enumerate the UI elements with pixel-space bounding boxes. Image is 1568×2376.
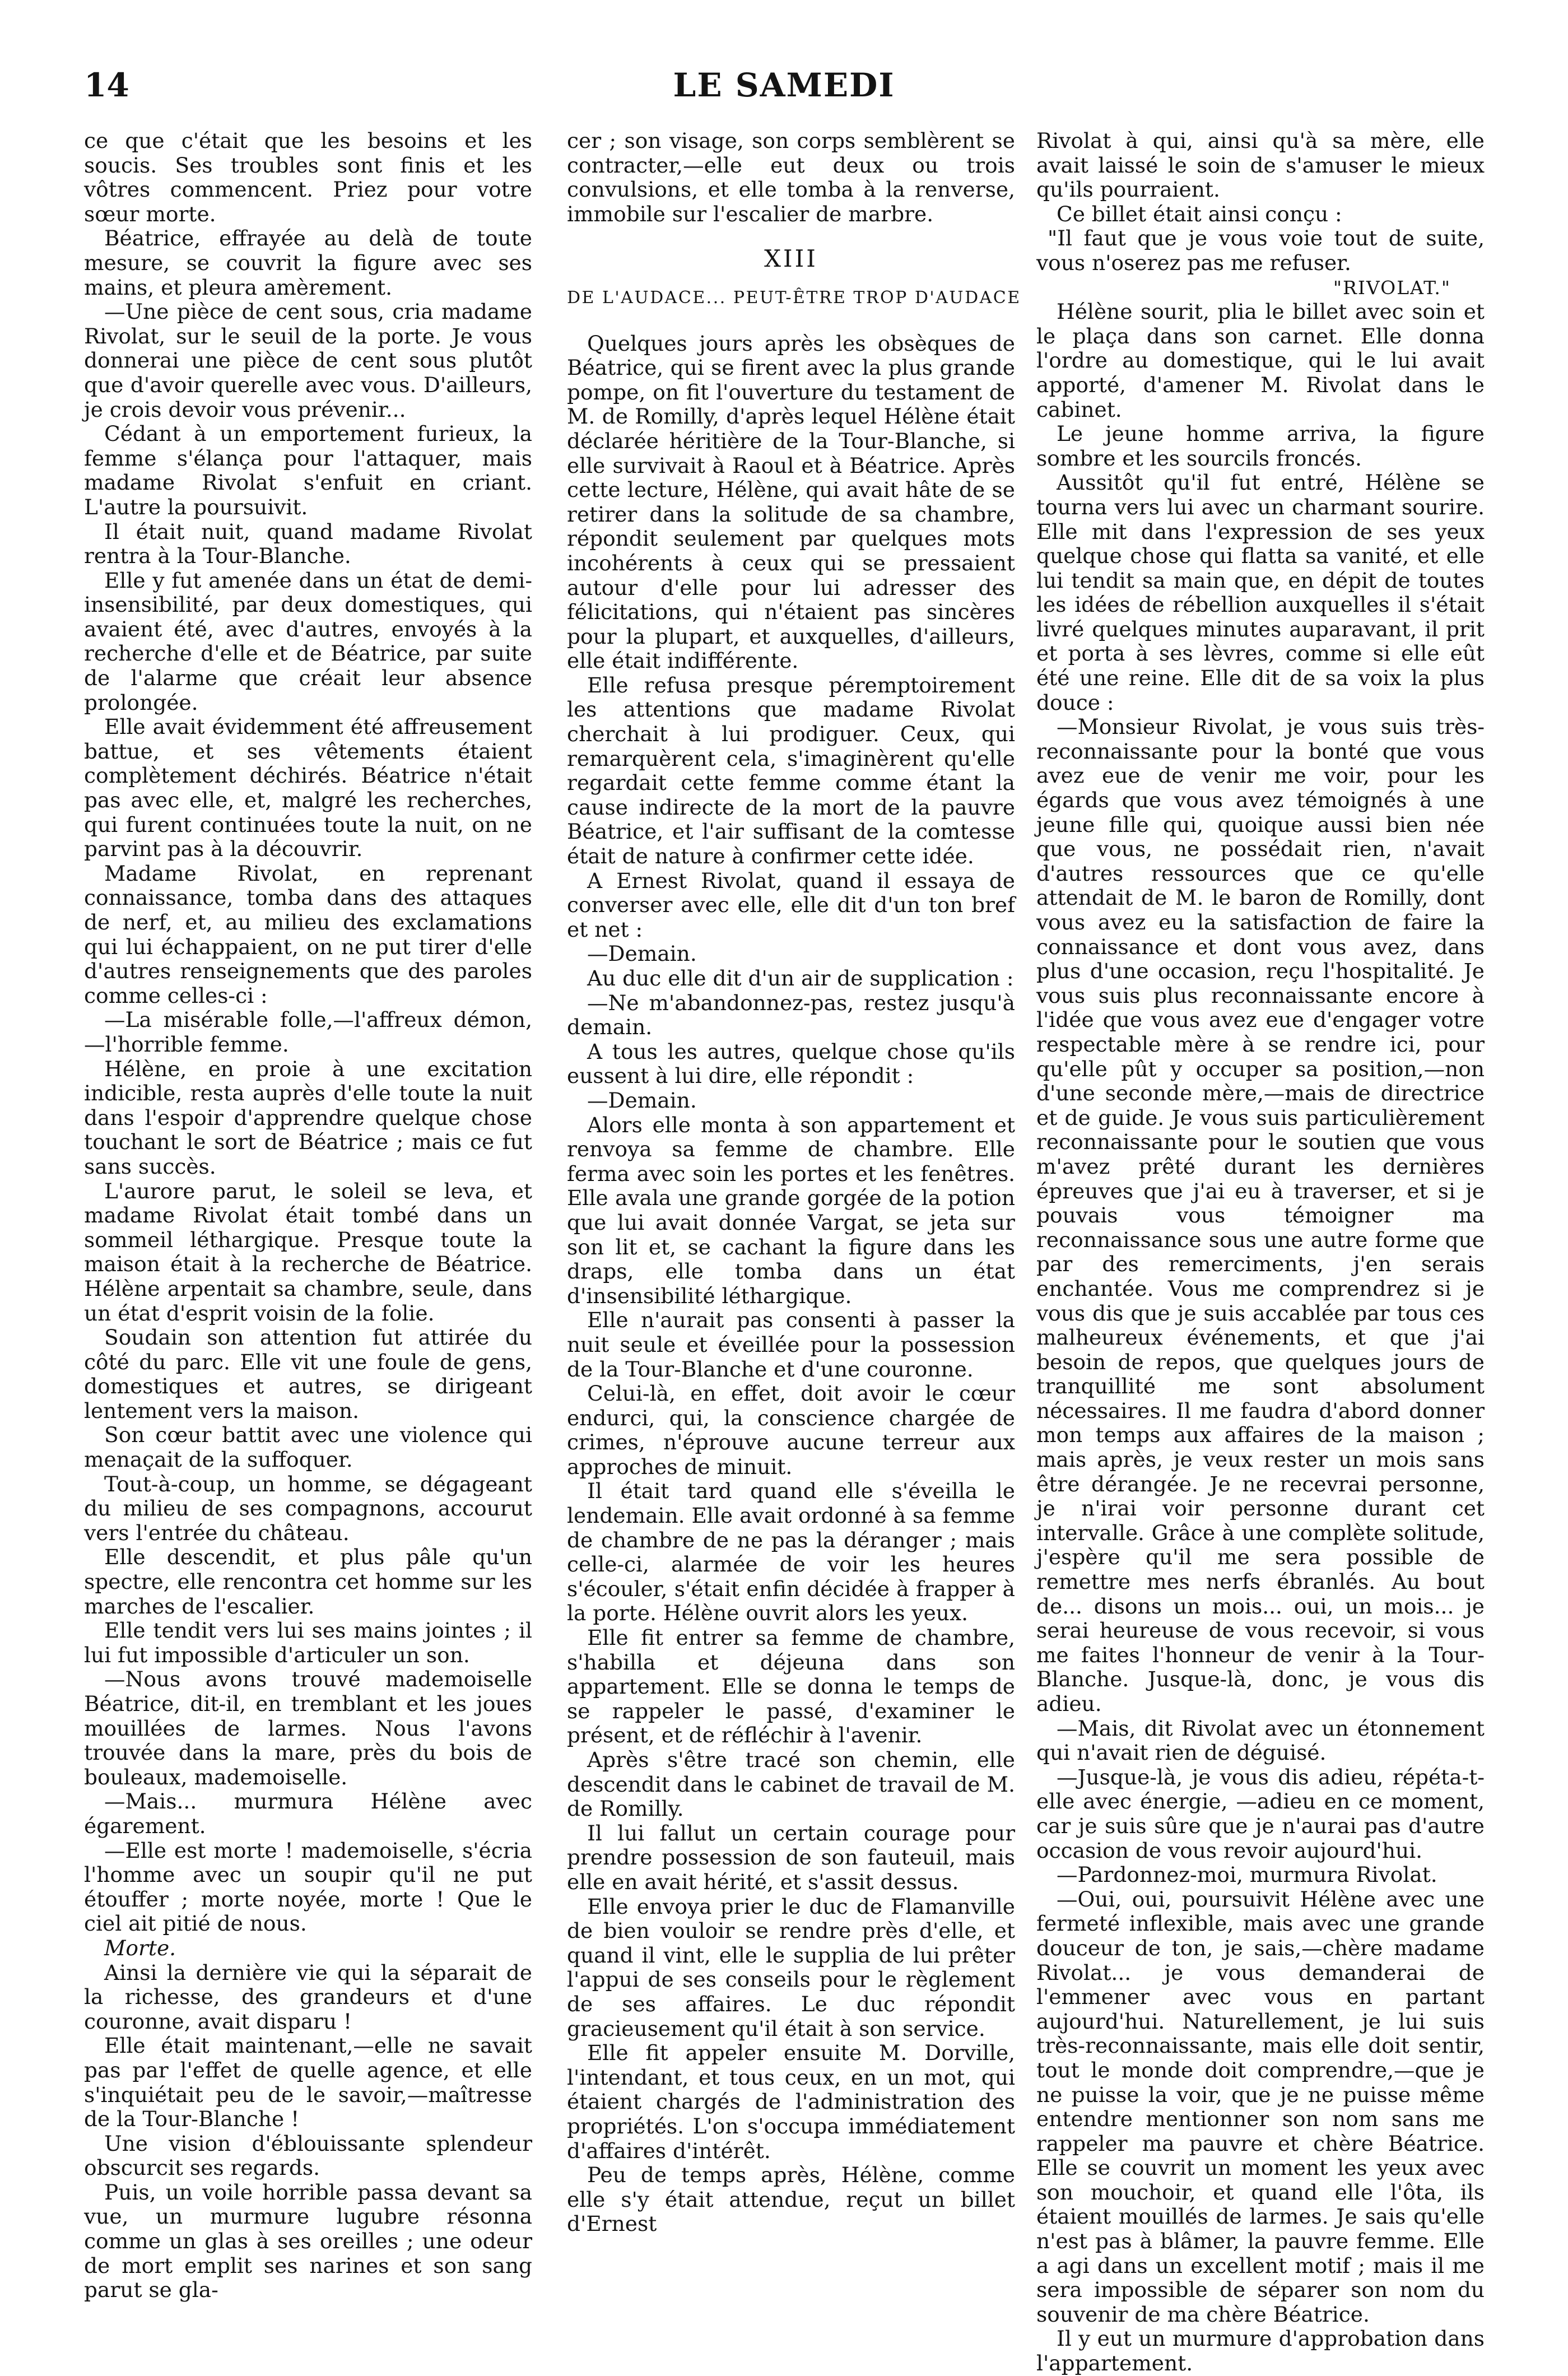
paragraph: Une vision d'éblouissante splendeur obscurcit ses regards. bbox=[84, 2131, 532, 2180]
paragraph: Elle fit entrer sa femme de chambre, s'habilla et déjeuna dans son appartement. Elle se donna le temps de se rappeler le passé, d'examiner le présent, et de réfléchir à l'avenir. bbox=[567, 1625, 1015, 1748]
paragraph: —Demain. bbox=[587, 1087, 697, 1113]
paragraph: —La misérable folle,—l'affreux démon,—l'horrible femme. bbox=[84, 1007, 532, 1057]
paragraph: Le jeune homme arriva, la figure sombre et les sourcils froncés. bbox=[1036, 421, 1485, 471]
paragraph: Elle envoya prier le duc de Flamanville de bien vouloir se rendre près d'elle, et quand il vint, elle le supplia de lui prêter l'appui de ses conseils pour le règlement de ses affaires. Le duc répondit gracieusement qu'il était à son service. bbox=[567, 1894, 1015, 2041]
paragraph: Cédant à un emportement furieux, la femme s'élança pour l'attaquer, mais madame Rivolat s'enfuit en criant. L'autre la poursuivit. bbox=[84, 421, 532, 519]
paragraph: Béatrice, effrayée au delà de toute mesure, se couvrit la figure avec ses mains, et pleura amèrement. bbox=[84, 226, 532, 300]
paragraph: —Ne m'abandonnez-pas, restez jusqu'à demain. bbox=[567, 990, 1015, 1040]
column-3 bbox=[1036, 128, 1485, 2376]
paragraph: —Monsieur Rivolat, je vous suis très-reconnaissante pour la bonté que vous avez eue de venir me voir, pour les égards que vous avez témoignés à une jeune fille qui, quoique aussi bien née que vous, ne possédait rien, n'avait d'autres ressources que ce qu'elle attendait de M. le baron de Romilly, dont vous avez eu la satisfaction de faire la connaissance et dont vous avez, dans plus d'une occasion, reçu l'hospitalité. Je vous suis plus reconnaissante encore à l'idée que vous avez eue d'engager votre respectable mère à se rendre ici, pour qu'elle pût y occuper sa position,—non d'une seconde mère,—mais de directrice et de guide. Je vous suis particulièrement reconnaissante pour le soutien que vous m'avez prêté durant les dernières épreuves que j'ai eu à traverser, et si je pouvais vous témoigner ma reconnaissance sous une autre forme que par des remerciments, j'en serais enchantée. Vous me comprendrez si je vous dis que je suis accablée par tous ces malheureux événements, et que j'ai besoin de repos, que quelques jours de tranquillité me sont absolument nécessaires. Il me faudra d'abord donner mon temps aux affaires de la maison ; mais après, je veux rester un mois sans être dérangée. Je ne recevrai personne, je n'irai voir personne durant cet intervalle. Grâce à une complète solitude, j'espère qu'il me sera possible de remettre mes nerfs ébranlés. Au bout de... disons un mois... oui, un mois... je serai heureuse de vous recevoir, si vous me faites l'honneur de venir à la Tour-Blanche. Jusque-là, donc, je vous dis adieu. bbox=[1036, 714, 1485, 1716]
paragraph: Alors elle monta à son appartement et renvoya sa femme de chambre. Elle ferma avec soin les portes et les fenêtres. Elle avala une grande gorgée de la potion que lui avait donnée Vargat, se jeta sur son lit et, se cachant la figure dans les draps, elle tomba dans un état d'insensibilité léthargique. bbox=[567, 1112, 1015, 1308]
paragraph: Puis, un voile horrible passa devant sa vue, un murmure lugubre résonna comme un glas à ses oreilles ; une odeur de mort emplit ses narines et son sang parut se gla- bbox=[84, 2179, 532, 2303]
paragraph: Quelques jours après les obsèques de Béatrice, qui se firent avec la plus grande pompe, on fit l'ouverture du testament de M. de Romilly, d'après lequel Hélène était déclarée héritière de la Tour-Blanche, si elle survivait à Raoul et à Béatrice. Après cette lecture, Hélène, qui avait hâte de se retirer dans la solitude de sa chambre, répondit seulement par quelques mots incohérents à ceux qui se pressaient autour d'elle pour lui adresser des félicitations, qui n'étaient pas sincères pour la plupart, et auxquelles, d'ailleurs, elle était indifférente. bbox=[567, 331, 1015, 673]
paragraph: —Oui, oui, poursuivit Hélène avec une fermeté inflexible, mais avec une grande douceur de ton, je sais,—chère madame Rivolat... je vous demanderai de l'emmener avec vous en partant aujourd'hui. Naturellement, je lui suis très-reconnaissante, mais elle doit sentir, tout le monde doit comprendre,—que je ne puisse la voir, que je ne puisse même entendre mentionner son nom sans me rappeler ma pauvre et chère Béatrice. Elle se couvrit un moment les yeux avec son mouchoir, et quand elle l'ôta, ils étaient mouillés de larmes. Je sais qu'elle n'est pas à blâmer, la pauvre femme. Elle a agi dans un excellent motif ; mais il me sera impossible de séparer son nom du souvenir de ma chère Béatrice. bbox=[1036, 1886, 1485, 2327]
paragraph: Il lui fallut un certain courage pour prendre possession de son fauteuil, mais elle en avait hérité, et s'assit dessus. bbox=[567, 1820, 1015, 1894]
paragraph: Elle descendit, et plus pâle qu'un spectre, elle rencontra cet homme sur les marches de l'escalier. bbox=[84, 1545, 532, 1619]
paragraph: —Elle est morte ! mademoiselle, s'écria l'homme avec un soupir qu'il ne put étouffer ; morte noyée, morte ! Que le ciel ait pitié de nous. bbox=[84, 1838, 532, 1936]
column-2 bbox=[567, 128, 1021, 2331]
paragraph: Peu de temps après, Hélène, comme elle s'y était attendue, reçut un billet d'Ernest bbox=[567, 2163, 1015, 2236]
paragraph: Hélène sourit, plia le billet avec soin et le plaça dans son carnet. Elle donna l'ordre au domestique, qui le lui avait apporté, d'amener M. Rivolat dans le cabinet. bbox=[1036, 299, 1485, 422]
paragraph: Il était tard quand elle s'éveilla le lendemain. Elle avait ordonné à sa femme de chambre de ne pas la déranger ; mais celle-ci, alarmée de voir les heures s'écouler, s'était enfin décidée à frapper à la porte. Hélène ouvrit alors les yeux. bbox=[567, 1478, 1015, 1626]
paragraph: Il y eut un murmure d'approbation dans l'appartement. bbox=[1036, 2326, 1485, 2376]
paragraph: Rivolat à qui, ainsi qu'à sa mère, elle avait laissé le soin de s'amuser le mieux qu'ils pourraient. bbox=[1036, 128, 1485, 202]
paragraph: Tout-à-coup, un homme, se dégageant du milieu de ses compagnons, accourut vers l'entrée du château. bbox=[84, 1471, 532, 1545]
paragraph: Il était nuit, quand madame Rivolat rentra à la Tour-Blanche. bbox=[84, 519, 532, 569]
paragraph: ce que c'était que les besoins et les soucis. Ses troubles sont finis et les vôtres commencent. Priez pour votre sœur morte. bbox=[84, 128, 532, 226]
paragraph: —Pardonnez-moi, murmura Rivolat. bbox=[1057, 1862, 1437, 1887]
column-1 bbox=[84, 129, 532, 2331]
chapter-number: XIII bbox=[764, 245, 818, 273]
paragraph: Ainsi la dernière vie qui la séparait de la richesse, des grandeurs et d'une couronne, avait disparu ! bbox=[84, 1960, 532, 2034]
paragraph: —Une pièce de cent sous, cria madame Rivolat, sur le seuil de la porte. Je vous donnerai une pièce de cent sous plutôt que d'avoir querelle avec vous. D'ailleurs, je crois devoir vous prévenir... bbox=[84, 299, 532, 422]
paragraph: Après s'être tracé son chemin, elle descendit dans le cabinet de travail de M. de Romilly. bbox=[567, 1747, 1015, 1821]
chapter-title: DE L'AUDACE... PEUT-ÊTRE TROP D'AUDACE bbox=[567, 287, 1021, 308]
paragraph: Hélène, en proie à une excitation indicible, resta auprès d'elle toute la nuit dans l'espoir d'apprendre quelque chose touchant le sort de Béatrice ; mais ce fut sans succès. bbox=[84, 1056, 532, 1179]
journal-title: LE SAMEDI bbox=[673, 66, 895, 104]
paragraph: Elle y fut amenée dans un état de demi-insensibilité, par deux domestiques, qui avaient été, avec d'autres, envoyés à la recherche d'elle et de Béatrice, par suite de l'alarme que créait leur absence prolongée. bbox=[84, 568, 532, 715]
page-header bbox=[84, 66, 1484, 111]
paragraph: Elle fit appeler ensuite M. Dorville, l'intendant, et tous ceux, en un mot, qui étaient chargés de l'administration des propriétés. L'on s'occupa immédiatement d'affaires d'intérêt. bbox=[567, 2040, 1015, 2163]
paragraph: Madame Rivolat, en reprenant connaissance, tomba dans des attaques de nerf, et, au milieu des exclamations qui lui échappaient, on ne put tirer d'elle d'autres renseignements que des paroles comme celles-ci : bbox=[84, 861, 532, 1008]
paragraph: —Mais... murmura Hélène avec égarement. bbox=[84, 1789, 532, 1838]
paragraph: Son cœur battit avec une violence qui menaçait de la suffoquer. bbox=[84, 1422, 532, 1472]
paragraph: A tous les autres, quelque chose qu'ils eussent à lui dire, elle répondit : bbox=[567, 1039, 1015, 1089]
paragraph: A Ernest Rivolat, quand il essaya de converser avec elle, elle dit d'un ton bref et net : bbox=[567, 868, 1015, 942]
paragraph: —Mais, dit Rivolat avec un étonnement qui n'avait rien de déguisé. bbox=[1036, 1715, 1485, 1765]
paragraph: Elle refusa presque péremptoirement les attentions que madame Rivolat cherchait à lui prodiguer. Ceux, qui remarquèrent cela, s'imaginèrent qu'elle regardait cette femme comme étant la cause indirecte de la mort de la pauvre Béatrice, et l'air suffisant de la comtesse était de nature à confirmer cette idée. bbox=[567, 672, 1015, 869]
paragraph: Ce billet était ainsi conçu : bbox=[1057, 201, 1342, 226]
page-number: 14 bbox=[84, 66, 129, 104]
paragraph: Celui-là, en effet, doit avoir le cœur endurci, qui, la conscience chargée de crimes, n'éprouve aucune terreur aux approches de minuit. bbox=[567, 1381, 1015, 1479]
paragraph: Soudain son attention fut attirée du côté du parc. Elle vit une foule de gens, domestiques et autres, se dirigeant lentement vers la maison. bbox=[84, 1325, 532, 1423]
note-signature: "RIVOLAT." bbox=[1333, 276, 1451, 299]
paragraph: Elle avait évidemment été affreusement battue, et ses vêtements étaient complètement déchirés. Béatrice n'était pas avec elle, et, malgré les recherches, qui furent continuées toute la nuit, on ne parvint pas à la découvrir. bbox=[84, 714, 532, 862]
paragraph: —Nous avons trouvé mademoiselle Béatrice, dit-il, en tremblant et les joues mouillées de larmes. Nous l'avons trouvée dans la mare, près du bois de bouleaux, mademoiselle. bbox=[84, 1667, 532, 1789]
paragraph: Au duc elle dit d'un air de supplication : bbox=[587, 966, 1014, 991]
note-text: "Il faut que je vous voie tout de suite, vous n'oserez pas me refuser. bbox=[1036, 226, 1485, 275]
paragraph: Elle n'aurait pas consenti à passer la nuit seule et éveillée pour la possession de la Tour-Blanche et d'une couronne. bbox=[567, 1308, 1015, 1382]
paragraph: Elle était maintenant,—elle ne savait pas par l'effet de quelle agence, et elle s'inquiétait peu de le savoir,—maîtresse de la Tour-Blanche ! bbox=[84, 2033, 532, 2132]
paragraph-italic: Morte. bbox=[104, 1935, 176, 1960]
paragraph: Elle tendit vers lui ses mains jointes ; il lui fut impossible d'articuler un son. bbox=[84, 1618, 532, 1667]
paragraph: —Jusque-là, je vous dis adieu, répéta-t-elle avec énergie, —adieu en ce moment, car je suis sûre que je n'aurai pas d'autre occasion de vous revoir aujourd'hui. bbox=[1036, 1764, 1485, 1863]
paragraph: —Demain. bbox=[587, 941, 697, 966]
paragraph: Aussitôt qu'il fut entré, Hélène se tourna vers lui avec un charmant sourire. Elle mit dans l'expression de ses yeux quelque chose qui flatta sa vanité, et elle lui tendit sa main que, en dépit de toutes les idées de rébellion auxquelles il s'était livré quelques minutes auparavant, il prit et porta à ses lèvres, comme si elle eût été une reine. Elle dit de sa voix la plus douce : bbox=[1036, 470, 1485, 715]
paragraph: L'aurore parut, le soleil se leva, et madame Rivolat était tombé dans un sommeil léthargique. Presque toute la maison était à la recherche de Béatrice. Hélène arpentait sa chambre, seule, dans un état d'esprit voisin de la folie. bbox=[84, 1178, 532, 1326]
paragraph: cer ; son visage, son corps semblèrent se contracter,—elle eut deux ou trois convulsions, et elle tomba à la renverse, immobile sur l'escalier de marbre. bbox=[567, 128, 1015, 226]
